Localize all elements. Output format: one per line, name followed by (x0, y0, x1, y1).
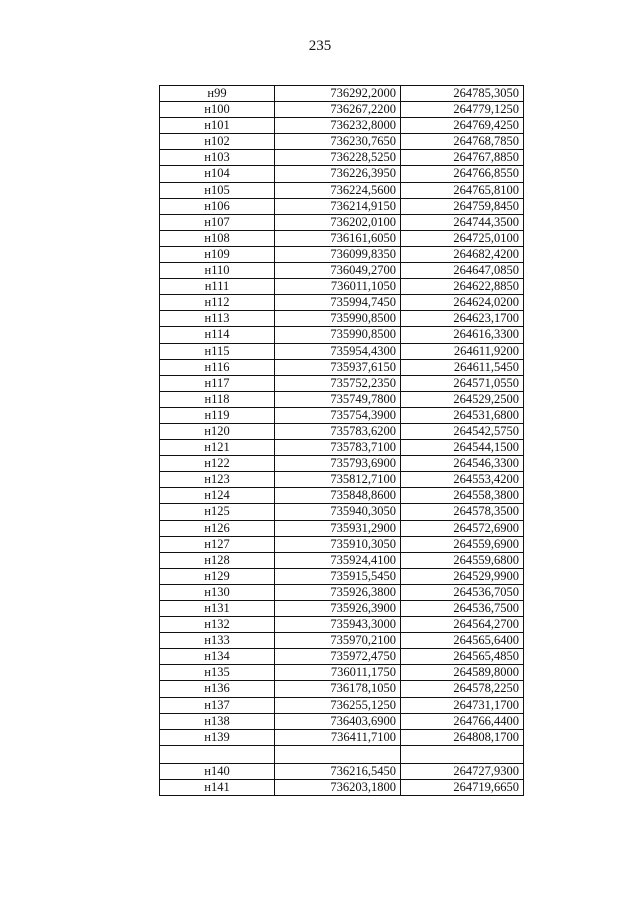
x-coordinate-cell: 736214,9150 (275, 198, 401, 214)
table-row (160, 697, 524, 713)
point-name-cell: н136 (160, 681, 275, 697)
point-name-cell: н124 (160, 488, 275, 504)
x-coordinate-cell: 735926,3800 (275, 584, 401, 600)
x-coordinate-cell: 736267,2200 (275, 102, 401, 118)
table-row (160, 423, 524, 439)
x-coordinate-cell: 736232,8000 (275, 118, 401, 134)
x-coordinate-cell: 736203,1800 (275, 779, 401, 795)
point-name-cell: н135 (160, 665, 275, 681)
y-coordinate-cell: 264624,0200 (401, 295, 524, 311)
x-coordinate-cell: 735910,3050 (275, 536, 401, 552)
y-coordinate-cell: 264647,0850 (401, 263, 524, 279)
table-row (160, 295, 524, 311)
x-coordinate-cell: 736216,5450 (275, 763, 401, 779)
table-row (160, 536, 524, 552)
y-coordinate-cell: 264565,6400 (401, 633, 524, 649)
point-name-cell: н105 (160, 182, 275, 198)
x-coordinate-cell: 735754,3900 (275, 407, 401, 423)
y-coordinate-cell: 264531,6800 (401, 407, 524, 423)
point-name-cell: н133 (160, 633, 275, 649)
x-coordinate-cell: 735954,4300 (275, 343, 401, 359)
y-coordinate-cell: 264765,8100 (401, 182, 524, 198)
table-row (160, 134, 524, 150)
point-name-cell: н109 (160, 246, 275, 262)
point-name-cell: н116 (160, 359, 275, 375)
x-coordinate-cell: 735926,3900 (275, 601, 401, 617)
table-row (160, 665, 524, 681)
point-name-cell: н132 (160, 617, 275, 633)
y-coordinate-cell: 264544,1500 (401, 440, 524, 456)
point-name-cell: н103 (160, 150, 275, 166)
point-name-cell: н115 (160, 343, 275, 359)
x-coordinate-cell: 736228,5250 (275, 150, 401, 166)
table-row (160, 456, 524, 472)
table-row (160, 552, 524, 568)
point-name-cell: н131 (160, 601, 275, 617)
y-coordinate-cell: 264529,9900 (401, 568, 524, 584)
point-name-cell: н125 (160, 504, 275, 520)
x-coordinate-cell: 735752,2350 (275, 375, 401, 391)
x-coordinate-cell: 735940,3050 (275, 504, 401, 520)
y-coordinate-cell: 264808,1700 (401, 729, 524, 745)
y-coordinate-cell: 264769,4250 (401, 118, 524, 134)
table-row (160, 118, 524, 134)
point-name-cell: н111 (160, 279, 275, 295)
point-name-cell: н101 (160, 118, 275, 134)
point-name-cell (160, 745, 275, 763)
table-row (160, 504, 524, 520)
y-coordinate-cell: 264529,2500 (401, 391, 524, 407)
coordinates-table-body (160, 86, 524, 796)
x-coordinate-cell: 735848,8600 (275, 488, 401, 504)
table-row (160, 584, 524, 600)
point-name-cell: н112 (160, 295, 275, 311)
table-row (160, 359, 524, 375)
point-name-cell: н108 (160, 230, 275, 246)
y-coordinate-cell: 264546,3300 (401, 456, 524, 472)
y-coordinate-cell: 264536,7050 (401, 584, 524, 600)
x-coordinate-cell: 736224,5600 (275, 182, 401, 198)
x-coordinate-cell: 736099,8350 (275, 246, 401, 262)
y-coordinate-cell: 264682,4200 (401, 246, 524, 262)
y-coordinate-cell: 264616,3300 (401, 327, 524, 343)
point-name-cell: н130 (160, 584, 275, 600)
table-row (160, 681, 524, 697)
table-row (160, 166, 524, 182)
x-coordinate-cell: 735783,7100 (275, 440, 401, 456)
point-name-cell: н106 (160, 198, 275, 214)
x-coordinate-cell: 736011,1050 (275, 279, 401, 295)
y-coordinate-cell: 264731,1700 (401, 697, 524, 713)
y-coordinate-cell: 264767,8850 (401, 150, 524, 166)
table-row (160, 568, 524, 584)
y-coordinate-cell: 264572,6900 (401, 520, 524, 536)
x-coordinate-cell: 736161,6050 (275, 230, 401, 246)
table-row (160, 230, 524, 246)
table-row (160, 375, 524, 391)
x-coordinate-cell (275, 745, 401, 763)
x-coordinate-cell: 735783,6200 (275, 423, 401, 439)
point-name-cell: н114 (160, 327, 275, 343)
point-name-cell: н128 (160, 552, 275, 568)
point-name-cell: н137 (160, 697, 275, 713)
y-coordinate-cell: 264542,5750 (401, 423, 524, 439)
table-row (160, 263, 524, 279)
x-coordinate-cell: 735990,8500 (275, 327, 401, 343)
table-row (160, 343, 524, 359)
x-coordinate-cell: 736011,1750 (275, 665, 401, 681)
x-coordinate-cell: 736202,0100 (275, 214, 401, 230)
y-coordinate-cell: 264766,4400 (401, 713, 524, 729)
table-row (160, 102, 524, 118)
point-name-cell: н123 (160, 472, 275, 488)
y-coordinate-cell: 264727,9300 (401, 763, 524, 779)
y-coordinate-cell: 264766,8550 (401, 166, 524, 182)
point-name-cell: н100 (160, 102, 275, 118)
y-coordinate-cell: 264571,0550 (401, 375, 524, 391)
table-row (160, 729, 524, 745)
table-row (160, 713, 524, 729)
x-coordinate-cell: 735943,3000 (275, 617, 401, 633)
y-coordinate-cell: 264725,0100 (401, 230, 524, 246)
y-coordinate-cell: 264611,9200 (401, 343, 524, 359)
point-name-cell: н139 (160, 729, 275, 745)
x-coordinate-cell: 736255,1250 (275, 697, 401, 713)
x-coordinate-cell: 736226,3950 (275, 166, 401, 182)
x-coordinate-cell: 735924,4100 (275, 552, 401, 568)
y-coordinate-cell: 264611,5450 (401, 359, 524, 375)
table-row (160, 649, 524, 665)
table-row (160, 633, 524, 649)
y-coordinate-cell: 264578,2250 (401, 681, 524, 697)
table-row (160, 214, 524, 230)
x-coordinate-cell: 735915,5450 (275, 568, 401, 584)
y-coordinate-cell: 264564,2700 (401, 617, 524, 633)
x-coordinate-cell: 735749,7800 (275, 391, 401, 407)
x-coordinate-cell: 735970,2100 (275, 633, 401, 649)
point-name-cell: н104 (160, 166, 275, 182)
x-coordinate-cell: 736403,6900 (275, 713, 401, 729)
table-row (160, 246, 524, 262)
point-name-cell: н120 (160, 423, 275, 439)
point-name-cell: н127 (160, 536, 275, 552)
x-coordinate-cell: 736230,7650 (275, 134, 401, 150)
y-coordinate-cell: 264623,1700 (401, 311, 524, 327)
table-row (160, 391, 524, 407)
y-coordinate-cell: 264565,4850 (401, 649, 524, 665)
x-coordinate-cell: 736292,2000 (275, 86, 401, 102)
y-coordinate-cell: 264785,3050 (401, 86, 524, 102)
x-coordinate-cell: 735990,8500 (275, 311, 401, 327)
x-coordinate-cell: 735994,7450 (275, 295, 401, 311)
table-row (160, 617, 524, 633)
x-coordinate-cell: 736411,7100 (275, 729, 401, 745)
table-row (160, 779, 524, 795)
table-row (160, 327, 524, 343)
table-row (160, 198, 524, 214)
y-coordinate-cell: 264578,3500 (401, 504, 524, 520)
point-name-cell: н99 (160, 86, 275, 102)
y-coordinate-cell: 264589,8000 (401, 665, 524, 681)
table-row (160, 279, 524, 295)
point-name-cell: н107 (160, 214, 275, 230)
point-name-cell: н110 (160, 263, 275, 279)
table-row (160, 86, 524, 102)
y-coordinate-cell: 264553,4200 (401, 472, 524, 488)
table-row (160, 601, 524, 617)
y-coordinate-cell: 264558,3800 (401, 488, 524, 504)
table-row (160, 407, 524, 423)
y-coordinate-cell: 264759,8450 (401, 198, 524, 214)
y-coordinate-cell: 264622,8850 (401, 279, 524, 295)
table-row (160, 440, 524, 456)
x-coordinate-cell: 736178,1050 (275, 681, 401, 697)
page-number: 235 (308, 38, 332, 54)
y-coordinate-cell: 264768,7850 (401, 134, 524, 150)
coordinates-table (159, 85, 524, 796)
y-coordinate-cell: 264779,1250 (401, 102, 524, 118)
point-name-cell: н117 (160, 375, 275, 391)
point-name-cell: н126 (160, 520, 275, 536)
point-name-cell: н113 (160, 311, 275, 327)
x-coordinate-cell: 735972,4750 (275, 649, 401, 665)
y-coordinate-cell (401, 745, 524, 763)
x-coordinate-cell: 735937,6150 (275, 359, 401, 375)
table-row (160, 311, 524, 327)
x-coordinate-cell: 736049,2700 (275, 263, 401, 279)
point-name-cell: н118 (160, 391, 275, 407)
table-row (160, 745, 524, 763)
point-name-cell: н122 (160, 456, 275, 472)
point-name-cell: н121 (160, 440, 275, 456)
y-coordinate-cell: 264719,6650 (401, 779, 524, 795)
y-coordinate-cell: 264559,6900 (401, 536, 524, 552)
x-coordinate-cell: 735812,7100 (275, 472, 401, 488)
table-row (160, 150, 524, 166)
table-row (160, 520, 524, 536)
point-name-cell: н141 (160, 779, 275, 795)
point-name-cell: н134 (160, 649, 275, 665)
table-row (160, 488, 524, 504)
point-name-cell: н119 (160, 407, 275, 423)
y-coordinate-cell: 264559,6800 (401, 552, 524, 568)
point-name-cell: н140 (160, 763, 275, 779)
table-row (160, 472, 524, 488)
point-name-cell: н102 (160, 134, 275, 150)
table-row (160, 182, 524, 198)
y-coordinate-cell: 264744,3500 (401, 214, 524, 230)
y-coordinate-cell: 264536,7500 (401, 601, 524, 617)
table-row (160, 763, 524, 779)
point-name-cell: н138 (160, 713, 275, 729)
point-name-cell: н129 (160, 568, 275, 584)
x-coordinate-cell: 735793,6900 (275, 456, 401, 472)
x-coordinate-cell: 735931,2900 (275, 520, 401, 536)
